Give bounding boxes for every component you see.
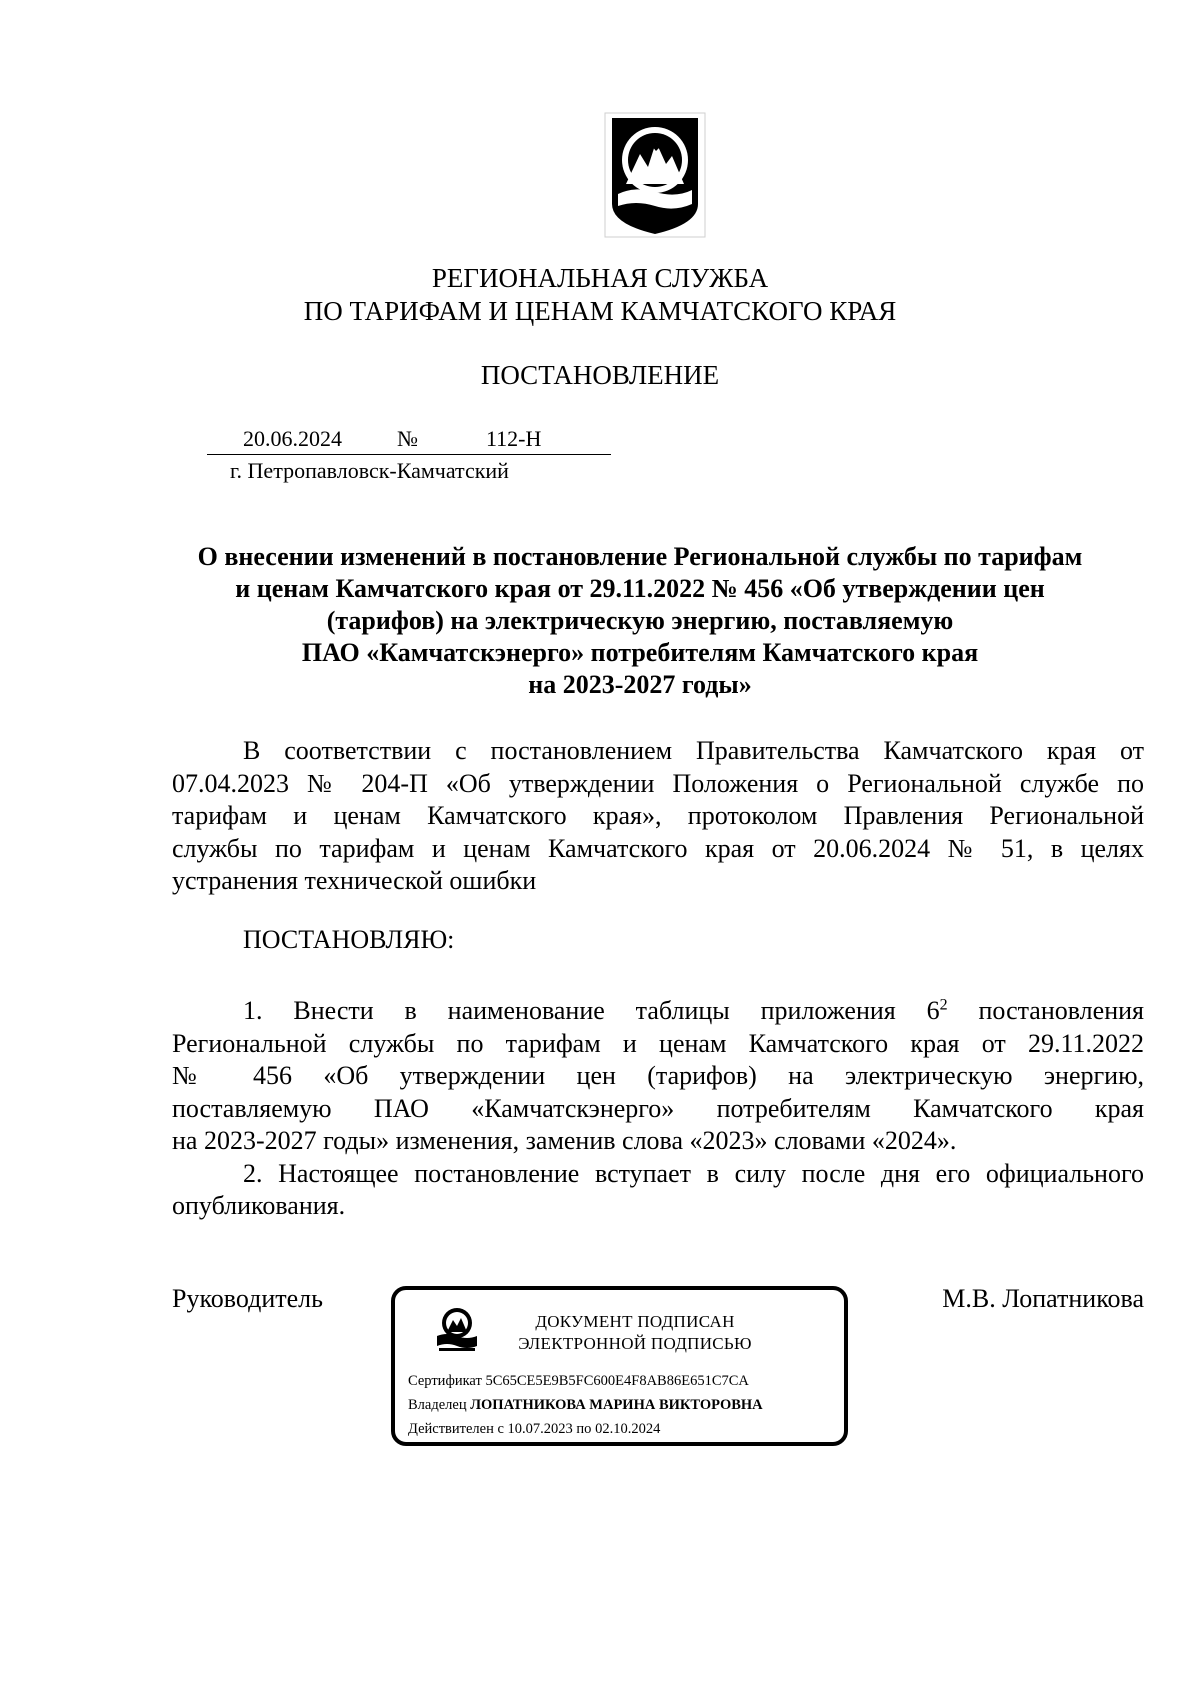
preamble-line: устранения технической ошибки xyxy=(172,866,537,895)
organization-name-line1: РЕГИОНАЛЬНАЯ СЛУЖБА xyxy=(431,263,769,293)
document-city: г. Петропавловск-Камчатский xyxy=(230,458,509,483)
number-sign: № xyxy=(397,426,418,451)
signer-name: М.В. Лопатникова xyxy=(942,1284,1144,1313)
stamp-certificate xyxy=(408,1373,749,1390)
stamp-heading xyxy=(505,1311,765,1355)
title-line: на 2023-2027 годы» xyxy=(528,670,752,699)
decree-word: ПОСТАНОВЛЯЮ: xyxy=(243,925,455,954)
document-date: 20.06.2024 xyxy=(243,426,342,451)
stamp-heading-line: ЭЛЕКТРОННОЙ ПОДПИСЬЮ xyxy=(518,1334,752,1353)
valid-to-label: по xyxy=(576,1421,592,1437)
signer-role: Руководитель xyxy=(172,1284,323,1313)
document-number: 112-Н xyxy=(486,426,542,451)
electronic-signature-stamp xyxy=(391,1286,848,1446)
stamp-owner xyxy=(408,1397,763,1414)
stamp-emblem-icon xyxy=(433,1306,481,1352)
valid-to: 02.10.2024 xyxy=(595,1421,661,1437)
document-title xyxy=(150,541,1130,701)
preamble-paragraph xyxy=(172,735,1144,898)
valid-from-label: Действителен с xyxy=(408,1421,504,1437)
item1-line: Региональной службы по тарифам и ценам Камчатского края от 29.11.2022 xyxy=(172,1028,1144,1058)
preamble-line: В соответствии с постановлением Правительства Камчатского края от xyxy=(243,736,1144,765)
certificate-label: Сертификат xyxy=(408,1373,482,1389)
preamble-line: тарифам и ценам Камчатского края», протоколом Правления Региональной xyxy=(172,801,1144,830)
item1-line: на 2023-2027 годы» изменения, заменив слова «2023» словами «2024». xyxy=(172,1126,957,1155)
item2-line: опубликования. xyxy=(172,1191,346,1220)
item1-line: № 456 «Об утверждении цен (тарифов) на электрическую энергию, xyxy=(172,1061,1144,1090)
item1-end: постановления xyxy=(947,996,1144,1025)
title-line: (тарифов) на электрическую энергию, поставляемую xyxy=(326,606,954,635)
valid-from: 10.07.2023 xyxy=(507,1421,573,1437)
document-type: ПОСТАНОВЛЕНИЕ xyxy=(480,360,720,390)
item1-first-line xyxy=(172,995,1144,1028)
date-number-line xyxy=(207,424,611,455)
preamble-line: 07.04.2023 № 204-П «Об утверждении Положения о Региональной службе по xyxy=(172,768,1144,798)
item1-start: 1. Внести в наименование таблицы приложения 6 xyxy=(243,996,940,1025)
stamp-validity xyxy=(408,1421,660,1438)
item1-line: поставляемую ПАО «Камчатскэнерго» потребителям Камчатского края xyxy=(172,1093,1144,1123)
item2-line: 2. Настоящее постановление вступает в силу после дня его официального xyxy=(243,1158,1144,1188)
item1-superscript: 2 xyxy=(939,996,948,1014)
certificate-value: 5C65CE5E9B5FC600E4F8AB86E651C7CA xyxy=(485,1373,749,1389)
owner-label: Владелец xyxy=(408,1397,467,1413)
decree-items xyxy=(172,995,1144,1223)
title-line: О внесении изменений в постановление Региональной службы по тарифам xyxy=(197,542,1083,571)
organization-name-line2: ПО ТАРИФАМ И ЦЕНАМ КАМЧАТСКОГО КРАЯ xyxy=(303,296,897,326)
owner-value: ЛОПАТНИКОВА МАРИНА ВИКТОРОВНА xyxy=(470,1397,763,1413)
stamp-heading-line: ДОКУМЕНТ ПОДПИСАН xyxy=(535,1312,735,1331)
title-line: ПАО «Камчатскэнерго» потребителям Камчатского края xyxy=(301,638,979,667)
kamchatka-coat-of-arms-icon xyxy=(604,112,706,238)
title-line: и ценам Камчатского края от 29.11.2022 № 456 «Об утверждении цен xyxy=(235,574,1045,603)
preamble-line: службы по тарифам и ценам Камчатского края от 20.06.2024 № 51, в целях xyxy=(172,833,1144,863)
